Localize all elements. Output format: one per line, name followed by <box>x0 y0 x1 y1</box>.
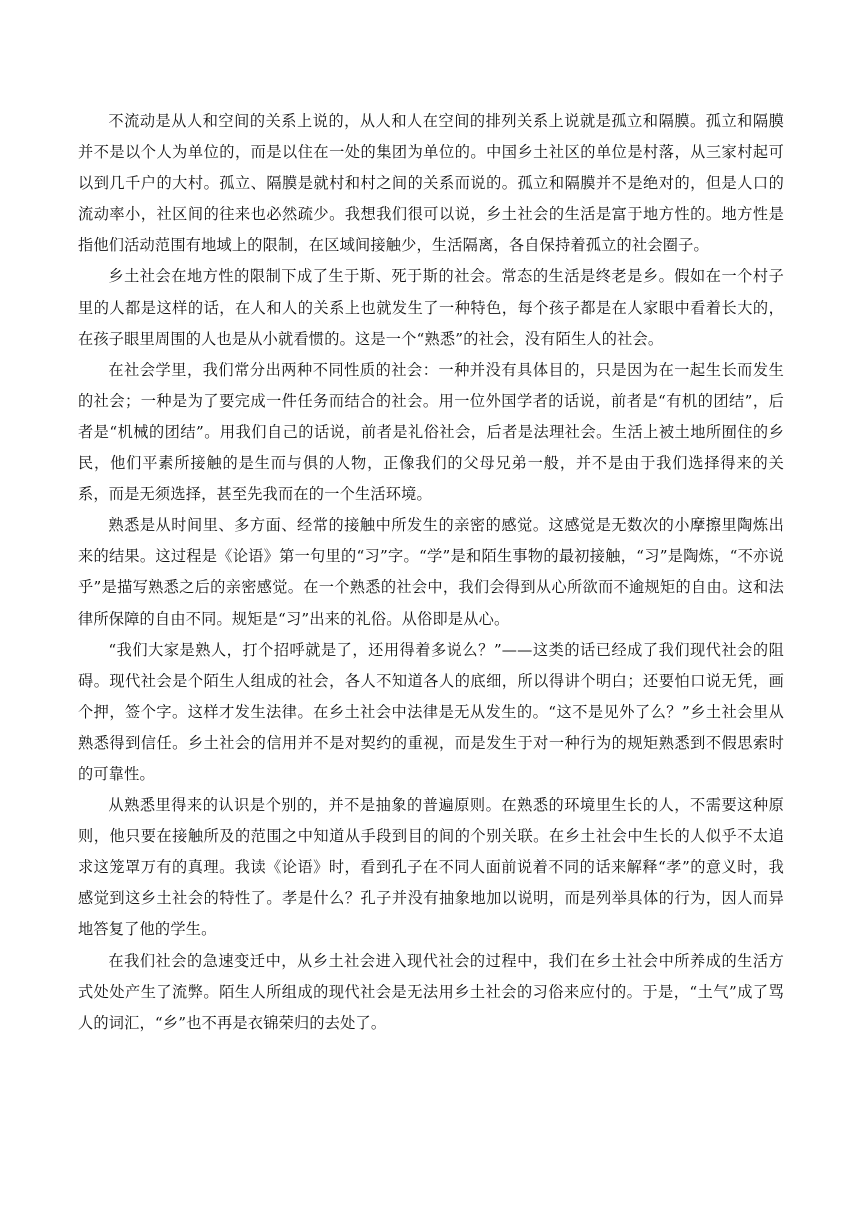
document-body <box>78 106 784 1039</box>
paragraph-7: 在我们社会的急速变迁中，从乡土社会进入现代社会的过程中，我们在乡土社会中所养成的生活方式处处产生了流弊。陌生人所组成的现代社会是无法用乡土社会的习俗来应付的。于是，“土气”成了骂人的词汇，“乡”也不再是衣锦荣归的去处了。 <box>78 951 784 1032</box>
paragraph-3: 在社会学里，我们常分出两种不同性质的社会：一种并没有具体目的，只是因为在一起生长而发生的社会；一种是为了要完成一件任务而结合的社会。用一位外国学者的话说，前者是“有机的团结”，后者是“机械的团结”。用我们自己的话说，前者是礼俗社会，后者是法理社会。生活上被土地所囿住的乡民，他们平素所接触的是生而与俱的人物，正像我们的父母兄弟一般，并不是由于我们选择得来的关系，而是无须选择，甚至先我而在的一个生活环境。 <box>78 360 784 504</box>
paragraph-6: 从熟悉里得来的认识是个别的，并不是抽象的普遍原则。在熟悉的环境里生长的人，不需要这种原则，他只要在接触所及的范围之中知道从手段到目的间的个别关联。在乡土社会中生长的人似乎不太追求这笼罩万有的真理。我读《论语》时，看到孔子在不同人面前说着不同的话来解释“孝”的意义时，我感觉到这乡土社会的特性了。孝是什么？孔子并没有抽象地加以说明，而是列举具体的行为，因人而异地答复了他的学生。 <box>78 796 784 939</box>
paragraph-2: 乡土社会在地方性的限制下成了生于斯、死于斯的社会。常态的生活是终老是乡。假如在一个村子里的人都是这样的话，在人和人的关系上也就发生了一种特色，每个孩子都是在人家眼中看着长大的，在孩子眼里周围的人也是从小就看惯的。这是一个“熟悉”的社会，没有陌生人的社会。 <box>78 267 784 348</box>
paragraph-5: “我们大家是熟人，打个招呼就是了，还用得着多说么？”——这类的话已经成了我们现代社会的阻碍。现代社会是个陌生人组成的社会，各人不知道各人的底细，所以得讲个明白；还要怕口说无凭，画个押，签个字。这样才发生法律。在乡土社会中法律是无从发生的。“这不是见外了么？”乡土社会里从熟悉得到信任。乡土社会的信用并不是对契约的重视，而是发生于对一种行为的规矩熟悉到不假思索时的可靠性。 <box>78 640 784 783</box>
paragraph-4: 熟悉是从时间里、多方面、经常的接触中所发生的亲密的感觉。这感觉是无数次的小摩擦里陶炼出来的结果。这过程是《论语》第一句里的“习”字。“学”是和陌生事物的最初接触，“习”是陶炼，“不亦说乎”是描写熟悉之后的亲密感觉。在一个熟悉的社会中，我们会得到从心所欲而不逾规矩的自由。这和法律所保障的自由不同。规矩是“习”出来的礼俗。从俗即是从心。 <box>78 516 784 628</box>
paragraph-1: 不流动是从人和空间的关系上说的，从人和人在空间的排列关系上说就是孤立和隔膜。孤立和隔膜并不是以个人为单位的，而是以住在一处的集团为单位的。中国乡土社区的单位是村落，从三家村起可以到几千户的大村。孤立、隔膜是就村和村之间的关系而说的。孤立和隔膜并不是绝对的，但是人口的流动率小，社区间的往来也必然疏少。我想我们很可以说，乡土社会的生活是富于地方性的。地方性是指他们活动范围有地域上的限制，在区域间接触少，生活隔离，各自保持着孤立的社会圈子。 <box>78 112 784 255</box>
